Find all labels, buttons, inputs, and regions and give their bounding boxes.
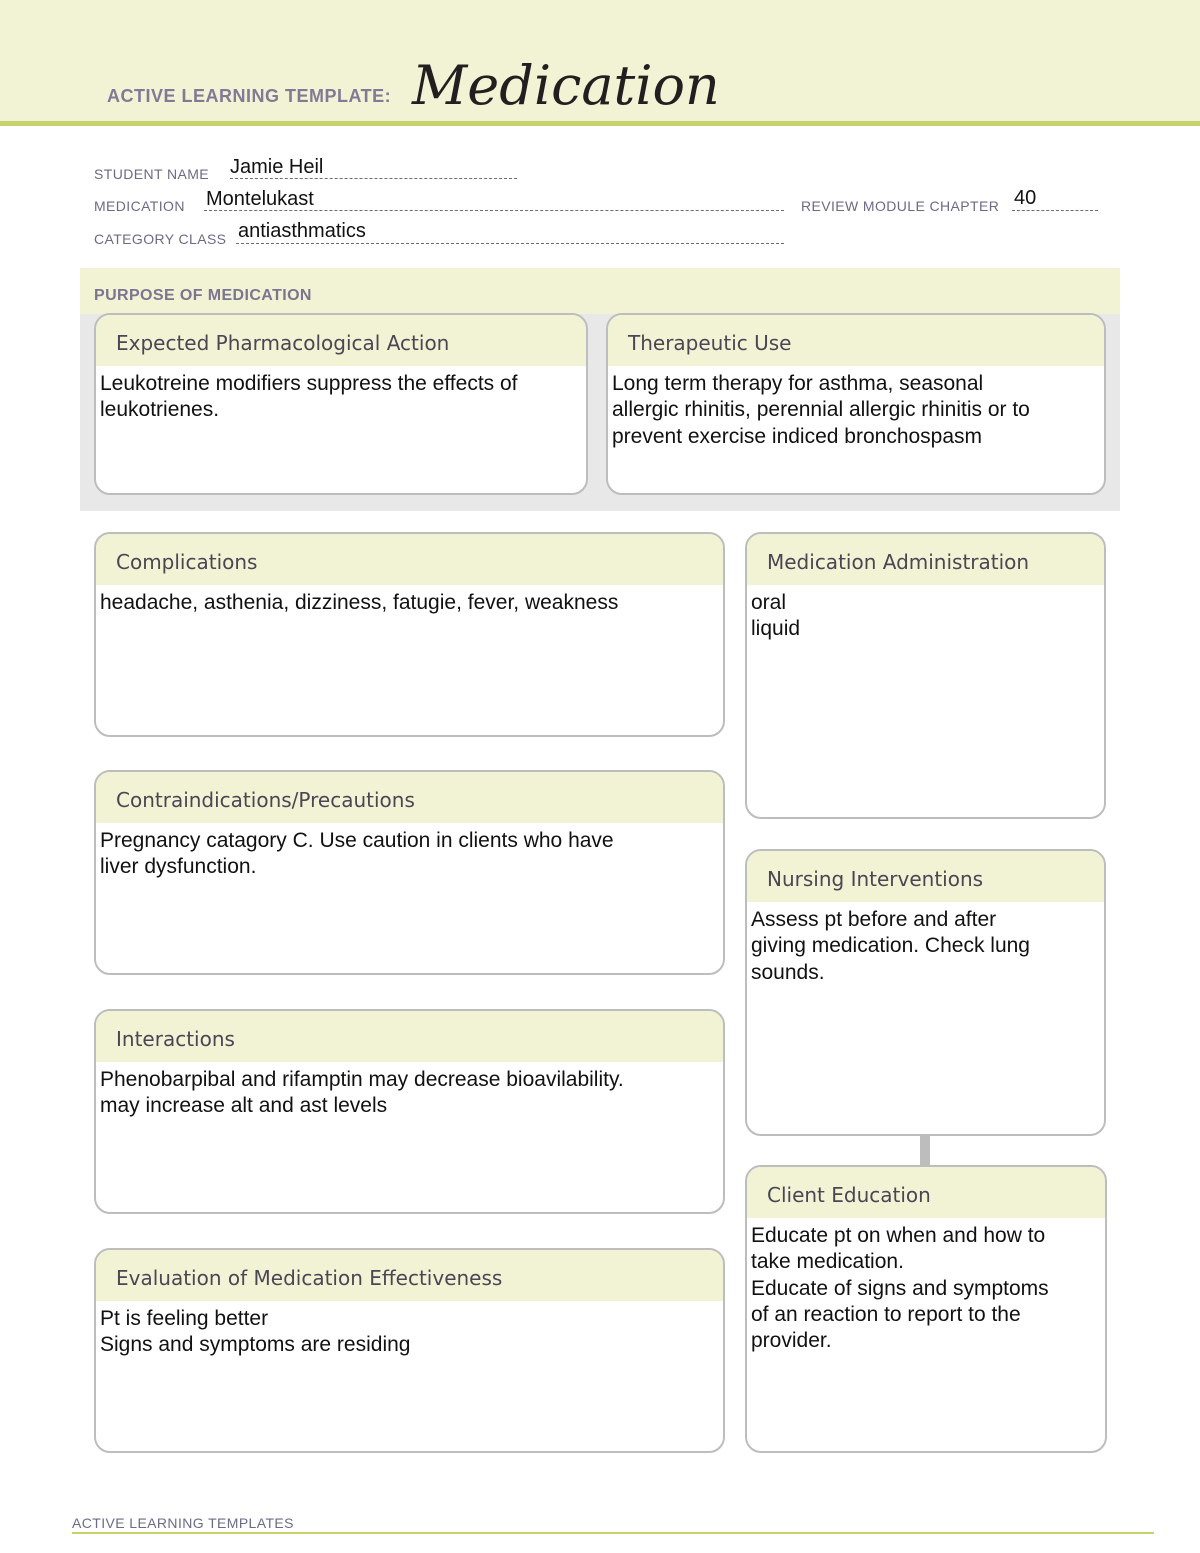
evaluation-title: Evaluation of Medication Effectiveness: [96, 1250, 723, 1302]
expected-action-box: [94, 313, 588, 495]
medication-label: MEDICATION: [94, 198, 185, 214]
box-connector: [920, 1135, 930, 1165]
nursing-interventions-text[interactable]: Assess pt before and after giving medication. Check lung sounds.: [751, 908, 1030, 984]
contraindications-box: [94, 770, 725, 975]
administration-text[interactable]: oral liquid: [751, 591, 801, 641]
evaluation-box: [94, 1248, 725, 1453]
review-module-label: REVIEW MODULE CHAPTER: [801, 198, 1000, 214]
nursing-interventions-title: Nursing Interventions: [747, 851, 1104, 903]
contraindications-text[interactable]: Pregnancy catagory C. Use caution in clients who have liver dysfunction.: [100, 829, 614, 879]
template-title: Medication: [412, 54, 720, 117]
therapeutic-use-title: Therapeutic Use: [608, 315, 1104, 367]
client-education-text[interactable]: Educate pt on when and how to take medication. Educate of signs and symptoms of an reaction to report to the provider.: [751, 1224, 1049, 1352]
client-education-box: [745, 1165, 1107, 1453]
nursing-interventions-box: [745, 849, 1106, 1136]
interactions-title: Interactions: [96, 1011, 723, 1063]
purpose-section-label: PURPOSE OF MEDICATION: [94, 287, 312, 304]
administration-title: Medication Administration: [747, 534, 1104, 586]
category-class-line: [236, 243, 784, 244]
interactions-text[interactable]: Phenobarpibal and rifamptin may decrease bioavilability. may increase alt and ast levels: [100, 1068, 624, 1118]
footer-rule: [72, 1532, 1154, 1534]
therapeutic-use-box: [606, 313, 1106, 495]
expected-action-title: Expected Pharmacological Action: [96, 315, 586, 367]
evaluation-text[interactable]: Pt is feeling better Signs and symptoms are residing: [100, 1307, 411, 1357]
administration-box: [745, 532, 1106, 819]
contraindications-title: Contraindications/Precautions: [96, 772, 723, 824]
medication-field[interactable]: Montelukast: [206, 188, 314, 210]
complications-box: [94, 532, 725, 737]
therapeutic-use-text[interactable]: Long term therapy for asthma, seasonal allergic rhinitis, perennial allergic rhinitis or to prevent exercise indiced bronchospasm: [612, 372, 1030, 448]
student-name-label: STUDENT NAME: [94, 166, 209, 182]
complications-text[interactable]: headache, asthenia, dizziness, fatugie, fever, weakness: [100, 591, 619, 614]
complications-title: Complications: [96, 534, 723, 586]
category-class-label: CATEGORY CLASS: [94, 231, 227, 247]
expected-action-text[interactable]: Leukotreine modifiers suppress the effects of leukotrienes.: [100, 372, 518, 422]
footer-label: ACTIVE LEARNING TEMPLATES: [72, 1515, 294, 1531]
student-name-field[interactable]: Jamie Heil: [230, 156, 324, 178]
interactions-box: [94, 1009, 725, 1214]
header-rule: [0, 121, 1200, 126]
template-label: ACTIVE LEARNING TEMPLATE:: [107, 86, 392, 106]
client-education-title: Client Education: [747, 1167, 1105, 1219]
review-module-line: [1012, 210, 1098, 211]
review-module-field[interactable]: 40: [1014, 187, 1037, 209]
category-class-field[interactable]: antiasthmatics: [238, 220, 366, 242]
